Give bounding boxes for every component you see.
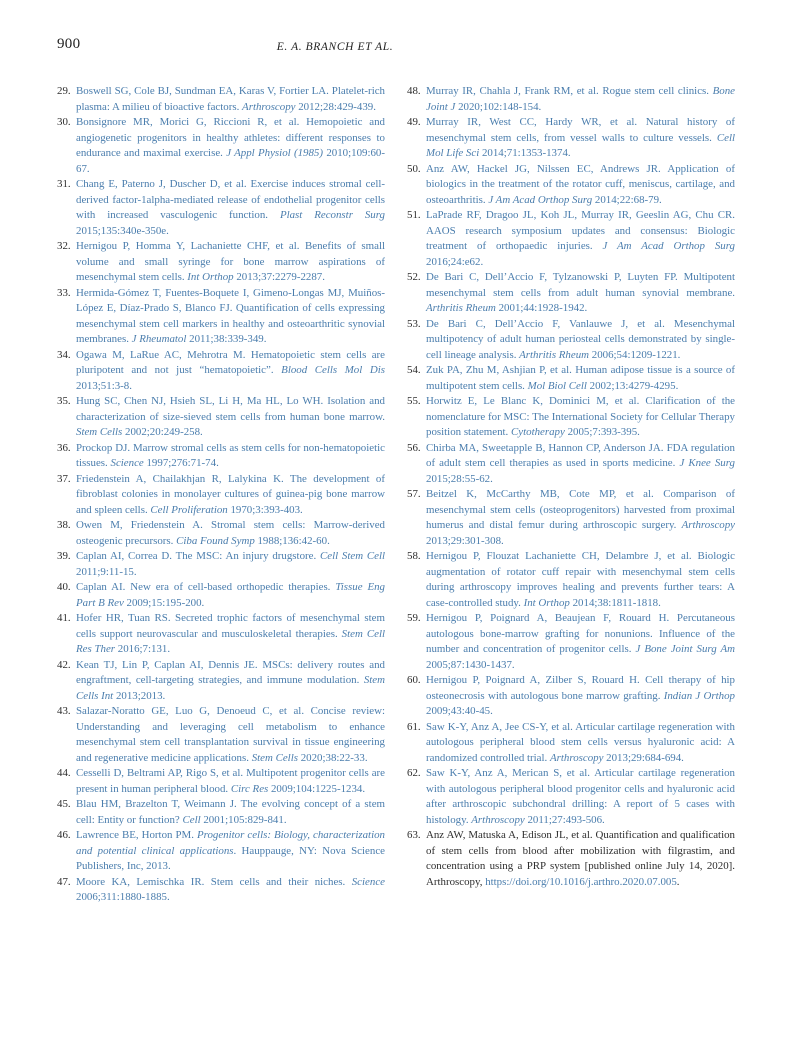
reference-text [426,209,735,268]
reference-number: 37. [57,472,71,485]
reference-text [76,829,385,872]
references-column-left [57,84,385,906]
page-number: 900 [57,36,81,52]
reference-text [76,473,385,516]
reference-link-text[interactable]: Boswell SG, Cole BJ, Sundman EA, Karas V, Fortier LA. Platelet-rich plasma: A milieu of bioactive factors. [76,85,385,113]
reference-link-text[interactable]: Salazar-Noratto GE, Luo G, Denoeud C, et al. Concise review: Understanding and leveraging cell metabolism to enhance mesenchymal stem cell transplantation survival in tissue engineering and regenerative medicine applications. [76,705,385,764]
doi-link[interactable]: https://doi.org/10.1016/j.arthro.2020.07.005 [485,875,677,888]
reference-item [407,720,735,767]
reference-link-text[interactable]: 1970;3:393-403. [227,503,303,516]
reference-link-text[interactable]: LaPrade RF, Dragoo JL, Koh JL, Murray IR, Geeslin AG, Chu CR. AAOS research symposium updates and consensus: Biologic treatment of orthopaedic injuries. [426,209,735,252]
reference-link-text[interactable]: Int Orthop [187,271,234,283]
reference-link-text[interactable]: 2014;22:68-79. [592,193,662,206]
reference-text [76,798,385,826]
reference-link-text[interactable]: 2015;135:340e-350e. [76,224,169,237]
reference-link-text[interactable]: 2014;71:1353-1374. [479,147,571,159]
reference-text [426,364,735,392]
reference-link-text[interactable]: Hernigou P, Poignard A, Beaujean F, Rouard H. Percutaneous autologous bone-marrow grafting for nonunions. Influence of the number and concentration of progenitor cells. [426,612,735,655]
reference-item [407,828,735,890]
reference-link-text[interactable]: 2001;105:829-841. [200,813,287,826]
reference-item [57,875,385,906]
reference-number: 39. [57,550,71,562]
reference-item [57,580,385,611]
reference-item [57,611,385,658]
reference-item [57,394,385,441]
reference-link-text[interactable]: Chang E, Paterno J, Duscher D, et al. Exercise induces stromal cell-derived factor-1alpha-mediated release of endothelial progenitor cells with increased vasculogenic function. [76,178,385,221]
reference-link-text[interactable]: 2016;7:131. [115,643,171,655]
reference-item [57,348,385,395]
reference-link-text[interactable]: 2009;104:1225-1234. [268,782,366,795]
reference-number: 51. [407,209,421,221]
reference-number: 63. [407,829,421,841]
reference-text [76,767,385,795]
reference-number: 60. [407,674,421,686]
reference-link-text[interactable]: 2013;29:684-694. [603,751,684,764]
reference-link-text[interactable]: Stem Cells [251,751,298,764]
reference-item [57,549,385,580]
reference-number: 53. [407,317,421,330]
reference-link-text[interactable]: Caplan AI. New era of cell-based orthopedic therapies. [76,581,336,593]
reference-link-text[interactable]: J Bone Joint Surg Am [635,643,735,655]
reference-item [57,286,385,348]
reference-link-text[interactable]: Ogawa M, LaRue AC, Mehrotra M. Hematopoietic stem cells are pluripotent and not just “hematopoietic”. [76,348,385,376]
reference-number: 45. [57,798,71,810]
reference-text [76,876,385,904]
reference-link-text[interactable]: Horwitz E, Le Blanc K, Dominici M, et al. Clarification of the nomenclature for MSC: The International Society for Cellular Therapy position statement. [426,395,735,438]
reference-link-text[interactable]: 2005;87:1430-1437. [426,658,515,671]
reference-link-text[interactable]: J Rheumatol [131,333,187,345]
reference-text [426,721,735,764]
reference-text [426,767,735,826]
reference-text [426,163,735,206]
reference-text [76,550,385,578]
reference-text [426,271,735,314]
reference-number: 33. [57,286,71,299]
reference-link-text[interactable]: . Hauppauge, NY: Nova Science Publishers, Inc, 2013. [76,844,385,872]
reference-item [57,441,385,472]
reference-link-text[interactable]: 2020;38:22-33. [297,751,368,764]
reference-link-text[interactable]: 2012;28:429-439. [295,100,376,113]
reference-item [407,162,735,209]
reference-text [426,116,735,159]
reference-link-text[interactable]: 1997;276:71-74. [143,457,219,469]
reference-link-text[interactable]: Beitzel K, McCarthy MB, Cote MP, et al. Comparison of mesenchymal stem cells (osteoprogenitors) harvested from proximal humerus and distal femur during arthroscopic surgery. [426,488,735,531]
reference-number: 29. [57,85,71,97]
reference-link-text[interactable]: Murray IR, Chahla J, Frank RM, et al. Rogue stem cell clinics. [426,85,713,97]
reference-link-text[interactable]: 2016;24:e62. [426,255,484,268]
reference-text [76,178,385,237]
reference-link-text[interactable]: Progenitor cells: Biology, characterization and potential clinical applications [76,829,385,857]
references-section [57,84,735,906]
reference-link-text[interactable]: J Am Acad Orthop Surg [602,240,735,252]
reference-link-text[interactable]: Hernigou P, Poignard A, Zilber S, Rouard H. Cell therapy of hip osteonecrosis with autologous bone marrow grafting. [426,674,735,702]
reference-text [76,116,385,175]
reference-text [426,612,735,671]
reference-link-text[interactable]: Stem Cells [76,426,123,438]
reference-link-text[interactable]: Hung SC, Chen NJ, Hsieh SL, Li H, Ma HL, Lo WH. Isolation and characterization of size-sieved stem cells from human bone marrow. [76,395,385,423]
reference-text [426,674,735,717]
reference-number: 50. [407,162,421,175]
reference-link-text[interactable]: 2015;28:55-62. [426,472,493,485]
reference-number: 57. [407,488,421,500]
reference-text [426,488,735,547]
reference-item [407,487,735,549]
reference-link-text[interactable]: Stem Cells Int [76,674,385,702]
reference-item [407,394,735,441]
reference-link-text[interactable]: De Bari C, Dell’Accio F, Tylzanowski P, Luyten FP. Multipotent mesenchymal stem cells from adult human synovial membrane. [426,271,735,299]
reference-item [407,611,735,673]
reference-link-text[interactable]: Arthroscopy [471,813,525,826]
reference-link-text[interactable]: J Knee Surg [679,457,736,469]
reference-item [407,363,735,394]
reference-link-text[interactable]: Blau HM, Brazelton T, Weimann J. The evolving concept of a stem cell: Entity or function? [76,798,385,826]
reference-item [57,797,385,828]
reference-link-text[interactable]: Saw K-Y, Anz A, Merican S, et al. Articular cartilage regeneration with autologous peripheral blood progenitor cells and hyaluronic acid after arthroscopic subchondral drilling: A report of 5 cases with histology. [426,767,735,826]
reference-number: 52. [407,271,421,283]
reference-text [76,581,385,609]
reference-item [407,270,735,317]
reference-link-text[interactable]: Arthroscopy [681,519,735,531]
reference-link-text[interactable]: Mol Biol Cell [527,379,587,392]
reference-number: 36. [57,441,71,454]
references-column-right [407,84,735,906]
reference-link-text[interactable]: Cell Stem Cell [319,550,385,562]
reference-link-text[interactable]: Zuk PA, Zhu M, Ashjian P, et al. Human adipose tissue is a source of multipotent stem cells. [426,364,735,392]
reference-link-text[interactable]: 2002;20:249-258. [122,426,203,438]
reference-link-text[interactable]: Arthroscopy [550,751,604,764]
reference-item [57,472,385,519]
reference-text [76,612,385,655]
reference-link-text[interactable]: 2009;43:40-45. [426,705,493,717]
reference-item [57,518,385,549]
reference-link-text[interactable]: Tissue Eng Part B Rev [76,581,385,609]
reference-text [76,240,385,283]
reference-item [407,317,735,364]
reference-number: 41. [57,612,71,624]
reference-link-text[interactable]: Science [351,875,385,888]
reference-link-text[interactable]: Chirba MA, Sweetapple B, Hannon CP, Anderson JA. FDA regulation of adult stem cell therapies as used in sports medicine. [426,441,735,469]
reference-link-text[interactable]: Stem Cell Res Ther [76,627,385,655]
reference-link-text[interactable]: 2002;13:4279-4295. [586,379,679,392]
reference-text [426,318,735,361]
reference-link-text[interactable]: 2011;38:339-349. [186,333,267,345]
reference-item [57,704,385,766]
reference-text [426,550,735,609]
reference-number: 59. [407,612,421,624]
reference-link-text[interactable]: Bonsignore MR, Morici G, Riccioni R, et al. Hemopoietic and angiogenetic progenitors in healthy athletes: different responses to endurance and maximal exercise. [76,116,385,159]
reference-number: 55. [407,395,421,407]
running-head: E. A. BRANCH ET AL. [276,41,394,53]
reference-link-text[interactable]: Hernigou P, Homma Y, Lachaniette CHF, et al. Benefits of small volume and small syringe for bone marrow aspirations of mesenchymal stem cells. [76,240,385,283]
reference-item [407,766,735,828]
reference-link-text[interactable]: Cell [182,813,201,826]
reference-link-text[interactable]: Arthritis Rheum [426,302,496,314]
reference-link-text[interactable]: Cesselli D, Beltrami AP, Rigo S, et al. Multipotent progenitor cells are present in human peripheral blood. [76,767,385,795]
reference-number: 38. [57,519,71,531]
reference-link-text[interactable]: Hofer HR, Tuan RS. Secreted trophic factors of mesenchymal stem cells support neurovascular and musculoskeletal therapies. [76,612,385,640]
reference-link-text[interactable]: Science [110,457,144,469]
reference-number: 30. [57,116,71,128]
reference-link-text[interactable]: Plast Reconstr Surg [279,209,385,221]
reference-text [76,395,385,438]
reference-number: 56. [407,441,421,454]
reference-link-text[interactable]: 2010;109:60-67. [76,147,386,175]
reference-text [76,442,385,470]
reference-number: 62. [407,767,421,779]
reference-link-text[interactable]: Ciba Found Symp [176,534,255,547]
reference-link-text[interactable]: Bone Joint J [426,85,735,113]
reference-text [426,442,735,485]
reference-text [76,287,385,346]
reference-link-text[interactable]: Cell Mol Life Sci [426,131,735,159]
reference-link-text[interactable]: Kean TJ, Lin P, Caplan AI, Dennis JE. MSCs: delivery routes and engraftment, cell-targeting strategies, and immune modulation. [76,658,385,686]
reference-link-text[interactable]: 2013;51:3-8. [76,379,132,392]
reference-text [76,659,385,702]
reference-number: 34. [57,348,71,361]
reference-link-text[interactable]: 2005;7:393-395. [564,426,640,438]
reference-link-text[interactable]: 2001;44:1928-1942. [495,302,588,314]
reference-item [57,658,385,705]
reference-link-text[interactable]: J Appl Physiol (1985) [226,147,324,159]
reference-text [426,829,735,888]
reference-number: 35. [57,395,71,407]
reference-link-text[interactable]: Blood Cells Mol Dis [281,364,385,376]
reference-item [407,549,735,611]
reference-text [76,519,385,547]
reference-number: 49. [407,116,421,128]
reference-link-text[interactable]: Circ Res [230,782,269,795]
reference-text [426,85,735,113]
reference-link-text[interactable]: 2009;15:195-200. [123,596,205,609]
reference-link-text[interactable]: J Am Acad Orthop Surg [488,193,593,206]
reference-text [76,85,385,113]
reference-item [407,673,735,720]
reference-link-text[interactable]: 2011;9:11-15. [76,565,137,578]
reference-link-text[interactable]: 1988;136:42-60. [254,534,330,547]
reference-plain-text: Anz AW, Matuska A, Edison JL, et al. Quantification and qualification of stem cells from blood after mobilization with filgrastim, and concentration using a PRP system [published online July 14, 2020]. Arthroscopy, [426,829,735,888]
reference-number: 44. [57,767,71,779]
reference-link-text[interactable]: Lawrence BE, Horton PM. [76,829,197,841]
reference-number: 58. [407,550,421,562]
reference-link-text[interactable]: Indian J Orthop [663,689,735,702]
reference-item [407,84,735,115]
reference-text [76,705,385,764]
reference-link-text[interactable]: 2013;37:2279-2287. [233,271,325,283]
reference-item [57,115,385,177]
reference-link-text[interactable]: Arthroscopy [242,100,296,113]
reference-item [407,208,735,270]
reference-number: 61. [407,720,421,733]
reference-number: 31. [57,178,71,190]
reference-item [57,84,385,115]
reference-link-text[interactable]: Cell Proliferation [150,503,228,516]
reference-number: 42. [57,658,71,671]
reference-link-text[interactable]: 2006;54:1209-1221. [589,348,681,361]
reference-plain-text: . [676,875,680,888]
reference-link-text[interactable]: Cytotherapy [511,426,565,438]
reference-link-text[interactable]: Saw K-Y, Anz A, Jee CS-Y, et al. Articular cartilage regeneration with autologous peripheral blood stem cells versus hyaluronic acid: A randomized controlled trial. [426,720,735,764]
reference-link-text[interactable]: Friedenstein A, Chailakhjan R, Lalykina K. The development of fibroblast colonies in monolayer cultures of guinea-pig bone marrow and spleen cells. [76,472,385,516]
reference-number: 43. [57,705,71,717]
reference-item [57,766,385,797]
reference-link-text[interactable]: Arthritis Rheum [519,348,590,361]
reference-item [57,177,385,239]
reference-link-text[interactable]: Int Orthop [523,596,570,609]
reference-number: 40. [57,581,71,593]
reference-link-text[interactable]: 2006;311:1880-1885. [76,891,170,903]
reference-number: 47. [57,875,71,888]
reference-number: 48. [407,85,421,97]
reference-link-text[interactable]: 2013;2013. [113,689,166,702]
reference-number: 46. [57,829,71,841]
reference-link-text[interactable]: 2011;27:493-506. [524,813,605,826]
reference-link-text[interactable]: Hermida-Gómez T, Fuentes-Boquete I, Gimeno-Longas MJ, Muiños-López E, Díaz-Prado S, Blanco FJ. Quantification of cells expressing mesenchymal stem cell markers in healthy and osteoarthritic synovial membranes. [76,286,385,345]
reference-link-text[interactable]: De Bari C, Dell’Accio F, Vanlauwe J, et al. Mesenchymal multipotency of adult human periosteal cells demonstrated by single-cell lineage analysis. [426,317,735,361]
reference-link-text[interactable]: Murray IR, West CC, Hardy WR, et al. Natural history of mesenchymal stem cells, from vessel walls to culture vessels. [426,116,735,144]
reference-link-text[interactable]: 2020;102:148-154. [455,100,542,113]
reference-text [76,349,385,392]
reference-number: 54. [407,364,421,376]
reference-link-text[interactable]: 2013;29:301-308. [426,534,504,547]
reference-item [57,828,385,875]
reference-link-text[interactable]: Prockop DJ. Marrow stromal cells as stem cells for non-hematopoietic tissues. [76,441,385,469]
reference-link-text[interactable]: Hernigou P, Flouzat Lachaniette CH, Delambre J, et al. Biologic augmentation of rotator cuff repair with mesenchymal stem cells during arthroscopy improves healing and prevents further tears: A case-controlled study. [426,550,735,609]
reference-link-text[interactable]: Caplan AI, Correa D. The MSC: An injury drugstore. [76,550,320,562]
reference-link-text[interactable]: Moore KA, Lemischka IR. Stem cells and their niches. [76,875,352,888]
reference-number: 32. [57,240,71,252]
reference-link-text[interactable]: Anz AW, Hackel JG, Nilssen EC, Andrews JR. Application of biologics in the treatment of the rotator cuff, meniscus, cartilage, and osteoarthritis. [426,162,735,206]
reference-link-text[interactable]: 2014;38:1811-1818. [569,596,661,609]
reference-text [426,395,735,438]
reference-item [407,115,735,162]
reference-link-text[interactable]: Owen M, Friedenstein A. Stromal stem cells: Marrow-derived osteogenic precursors. [76,519,385,547]
reference-item [57,239,385,286]
reference-item [407,441,735,488]
